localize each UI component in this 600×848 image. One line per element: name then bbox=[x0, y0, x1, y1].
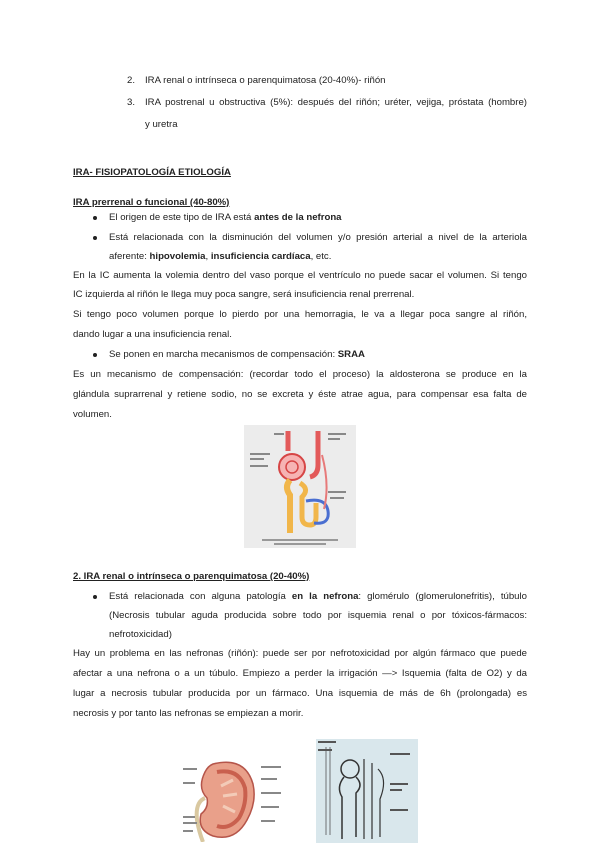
prerrenal-paragraph-2-line2: dando lugar a una insuficiencia renal. bbox=[73, 329, 232, 340]
renal-tubule-diagram bbox=[316, 739, 418, 843]
list-item-postrenal-cont: y uretra bbox=[145, 119, 178, 130]
renal-paragraph-line1: Hay un problema en las nefronas (riñón): puede ser por nefrotoxicidad por algún fármaco que puede bbox=[73, 648, 527, 659]
prerrenal-paragraph-3-line2: glándula suprarrenal y retiene sodio, no se excreta y éste atrae agua, para compensar esa falta de bbox=[73, 389, 527, 400]
renal-paragraph-line4: necrosis y por tanto las nefronas se empiezan a morir. bbox=[73, 708, 304, 719]
nephron-icon bbox=[244, 425, 356, 548]
prerrenal-bullet-1: El origen de este tipo de IRA está antes de la nefrona bbox=[109, 212, 342, 223]
renal-bullet-1-line2: (Necrosis tubular aguda producida sobre todo por isquemia renal o por tóxicos-fármacos: bbox=[109, 610, 527, 621]
renal-paragraph-line2: afectar a una nefrona o a un túbulo. Empiezo a perder la irrigación —> Isquemia (falta de O2) y da bbox=[73, 668, 527, 679]
section-title: IRA- FISIOPATOLOGÍA ETIOLOGÍA bbox=[73, 167, 231, 178]
prerrenal-paragraph-2-line1: Si tengo poco volumen porque lo pierdo por una hemorragia, le va a llegar poca sangre al riñón, bbox=[73, 309, 527, 320]
prerrenal-bullet-2-line2: aferente: hipovolemia, insuficiencia cardíaca, etc. bbox=[109, 251, 332, 262]
renal-bullet-1-line1: Está relacionada con alguna patología en la nefrona: glomérulo (glomerulonefritis), túbulo bbox=[109, 591, 527, 602]
tubule-icon bbox=[316, 739, 418, 843]
list-number: 2. bbox=[127, 75, 136, 86]
kidney-section-diagram bbox=[183, 758, 285, 842]
list-item-postrenal: IRA postrenal u obstructiva (5%): después del riñón; uréter, vejiga, próstata (hombre) bbox=[145, 97, 527, 108]
bullet-icon bbox=[93, 353, 97, 357]
prerrenal-heading: IRA prerrenal o funcional (40-80%) bbox=[73, 197, 230, 208]
list-number: 3. bbox=[127, 97, 136, 108]
renal-paragraph-line3: lugar a necrosis tubular producida por un fármaco. Una isquemia de más de 6h (prolongada) es bbox=[73, 688, 527, 699]
prerrenal-bullet-2-line1: Está relacionada con la disminución del volumen y/o presión arterial a nivel de la arteriola bbox=[109, 232, 527, 243]
bullet-icon bbox=[93, 595, 97, 599]
prerrenal-bullet-3: Se ponen en marcha mecanismos de compensación: SRAA bbox=[109, 349, 365, 360]
prerrenal-paragraph-1-line1: En la IC aumenta la volemia dentro del vaso porque el ventrículo no puede sacar el volumen. Si tengo bbox=[73, 270, 527, 281]
bullet-icon bbox=[93, 216, 97, 220]
renal-bullet-1-line3: nefrotoxicidad) bbox=[109, 629, 172, 640]
nephron-diagram bbox=[244, 425, 356, 548]
list-item-renal: IRA renal o intrínseca o parenquimatosa (20-40%)- riñón bbox=[145, 75, 386, 86]
kidney-icon bbox=[183, 758, 285, 842]
prerrenal-paragraph-1-line2: IC izquierda al riñón le llega muy poca sangre, será insuficiencia renal prerrenal. bbox=[73, 289, 415, 300]
prerrenal-paragraph-3-line3: volumen. bbox=[73, 409, 112, 420]
prerrenal-paragraph-3-line1: Es un mecanismo de compensación: (recordar todo el proceso) la aldosterona se produce en la bbox=[73, 369, 527, 380]
renal-heading: 2. IRA renal o intrínseca o parenquimatosa (20-40%) bbox=[73, 571, 310, 582]
bullet-icon bbox=[93, 236, 97, 240]
